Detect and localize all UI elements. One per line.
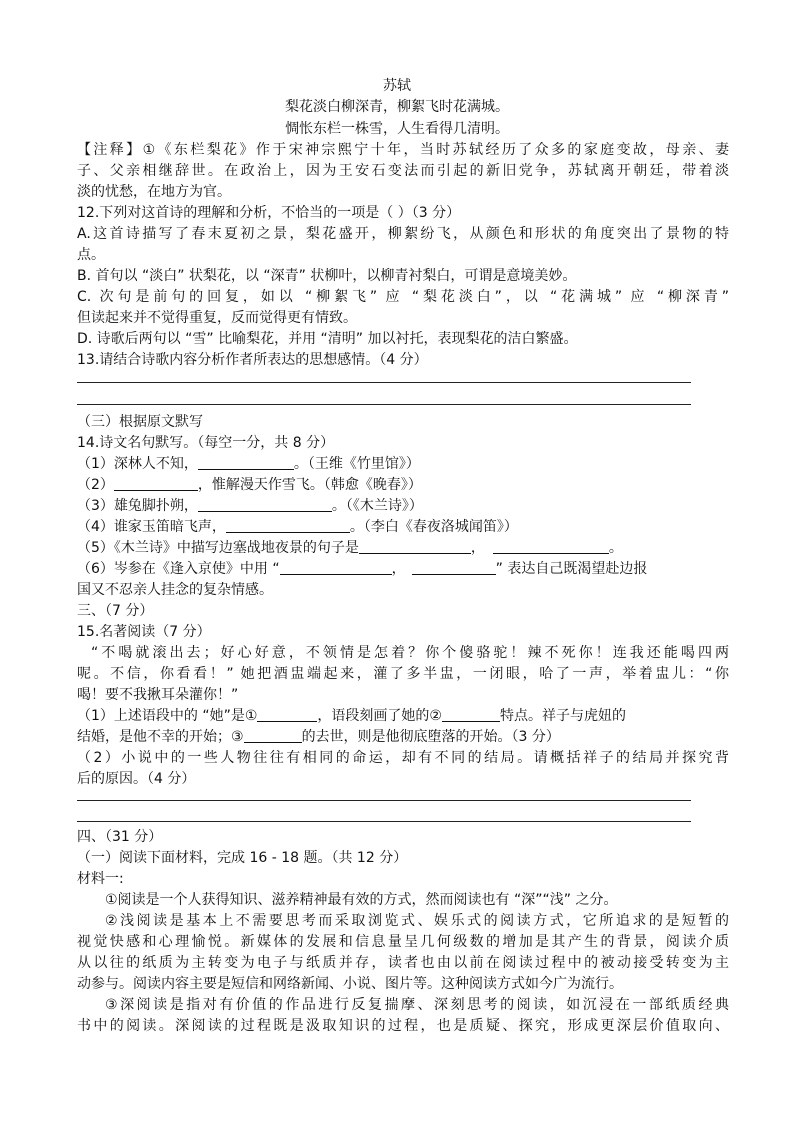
q14-blank-4[interactable] [226,518,350,533]
q14-item-4: （4）谁家玉笛暗飞声， 。（李白《春夜洛城闻笛》） [77,519,518,535]
material-p2-line-4: 动参与。阅读内容主要是短信和网络新闻、小说、图片等。这种阅读方式如今广为流行。 [77,976,623,992]
note-line-1: 【注释】①《东栏梨花》作于宋神宗熙宁十年，当时苏轼经历了众多的家庭变故，母亲、妻 [77,142,729,158]
q15-answer-line-1[interactable] [77,800,691,801]
q15-blank-2[interactable] [442,707,500,722]
material-p3-line-2: 书中的阅读。深阅读的过程既是汲取知识的过程，也是质疑、探究，形成更深层价值取向、 [77,1018,729,1034]
q12-option-c-line-2: 但读起来并不觉得重复，反而觉得更有情致。 [77,310,357,326]
q14-stem: 14.诗文名句默写。（每空一分，共 8 分） [77,435,335,451]
q15-passage-line-3: 喝！要不我揪耳朵灌你！” [77,687,239,703]
poem-line-2: 惆怅东栏一株雪，人生看得几清明。 [285,121,509,137]
material-p2-line-2: 视觉快感和心理愉悦。新媒体的发展和信息量呈几何级数的增加是其产生的背景，阅读介质 [77,934,729,950]
q15-passage-line-2: 呢。不信，你看看！” 她把酒盅端起来，灌了多半盅，一闭眼，哈了一声，举着盅儿：“你 [77,666,729,682]
part-4-subheading: （一）阅读下面材料，完成 16 - 18 题。（共 12 分） [77,850,408,866]
section-3-heading: （三）根据原文默写 [77,414,203,430]
q15-sub-2-line-2: 后的原因。（4 分） [77,771,196,787]
q14-item-3: （3）雄兔脚扑朔， 。（《木兰诗》） [77,498,423,514]
q13-answer-line-2[interactable] [77,404,691,405]
q14-blank-1[interactable] [198,455,294,470]
q14-blank-2[interactable] [114,476,198,491]
q14-item-5: （5）《木兰诗》中描写边塞战地夜景的句子是 ， 。 [77,540,623,556]
q14-blank-6b[interactable] [412,560,496,575]
q14-item-6: （6）岑参在《逢入京使》中用 “ ， ” 表达自己既渴望赴边报 [77,561,648,577]
q12-option-a-line-1: A.这首诗描写了春末夏初之景，梨花盛开，柳絮纷飞，从颜色和形状的角度突出了景物的特 [77,226,729,242]
q15-sub-2-line-1: （2）小说中的一些人物往往有相同的命运，却有不同的结局。请概括祥子的结局并探究背 [77,750,729,766]
q12-stem: 12.下列对这首诗的理解和分析，不恰当的一项是（ ）（3 分） [77,205,461,221]
note-line-2: 子、父亲相继辞世。在政治上，因为王安石变法而引起的新旧党争，苏轼离开朝廷，带着淡 [77,163,729,179]
q15-blank-1[interactable] [257,707,317,722]
q15-stem: 15.名著阅读（7 分） [77,624,211,640]
note-line-3: 淡的忧愁，在地方为官。 [77,184,231,200]
q12-option-b: B. 首句以 “淡白” 状梨花，以 “深青” 状柳叶，以柳青衬梨白，可谓是意境美妙。 [77,268,577,284]
q12-option-c-line-1: C. 次句是前句的回复，如以 “柳絮飞” 应 “梨花淡白”，以 “花满城” 应 “柳深青” [77,289,729,305]
poem-line-1: 梨花淡白柳深青，柳絮飞时花满城。 [285,99,509,115]
q13-stem: 13.请结合诗歌内容分析作者所表达的思想感情。（4 分） [77,352,428,368]
material-p2-line-3: 从以往的纸质为主转变为电子与纸质并存，读者也由以前在阅读过程中的被动接受转变为主 [77,955,729,971]
q14-blank-3[interactable] [198,497,332,512]
q12-option-d: D. 诗歌后两句以 “雪” 比喻梨花，并用 “清明” 加以衬托，表现梨花的洁白繁盛。 [77,331,578,347]
q14-item-1: （1）深林人不知， 。（王维《竹里馆》） [77,456,420,472]
material-p3-line-1: ③深阅读是指对有价值的作品进行反复揣摩、深刻思考的阅读，如沉浸在一部纸质经典 [105,997,729,1013]
q14-blank-5b[interactable] [493,539,609,554]
part-3-heading: 三、（7 分） [77,603,154,619]
material-p2-line-1: ②浅阅读是基本上不需要思考而采取浏览式、娱乐式的阅读方式，它所追求的是短暂的 [105,913,729,929]
q15-answer-line-2[interactable] [77,821,691,822]
q15-sub-1-line-2: 结婚，是他不幸的开始；③ 的去世，则是他彻底堕落的开始。（3 分） [77,729,560,745]
q14-item-2: （2） ，惟解漫天作雪飞。（韩愈《晚春》） [77,477,422,493]
q15-sub-1-line-1: （1）上述语段中的 “她”是① ，语段刻画了她的② 特点。祥子与虎妞的 [77,708,626,724]
q14-item-6-line-2: 国又不忍亲人挂念的复杂情感。 [77,582,273,598]
poem-author: 苏轼 [383,78,411,94]
material-1-label: 材料一: [77,871,124,887]
q14-blank-6a[interactable] [280,560,392,575]
q14-blank-5a[interactable] [359,539,471,554]
q13-answer-line-1[interactable] [77,382,691,383]
material-p1: ①阅读是一个人获得知识、滋养精神最有效的方式，然而阅读也有 “深”“浅” 之分。 [105,892,618,908]
q15-passage-line-1: “不喝就滚出去；好心好意，不领情是怎着？你个傻骆驼！辣不死你！连我还能喝四两 [91,645,729,661]
q12-option-a-line-2: 点。 [77,247,105,263]
part-4-heading: 四、（31 分） [77,829,163,845]
q15-blank-3[interactable] [244,728,302,743]
